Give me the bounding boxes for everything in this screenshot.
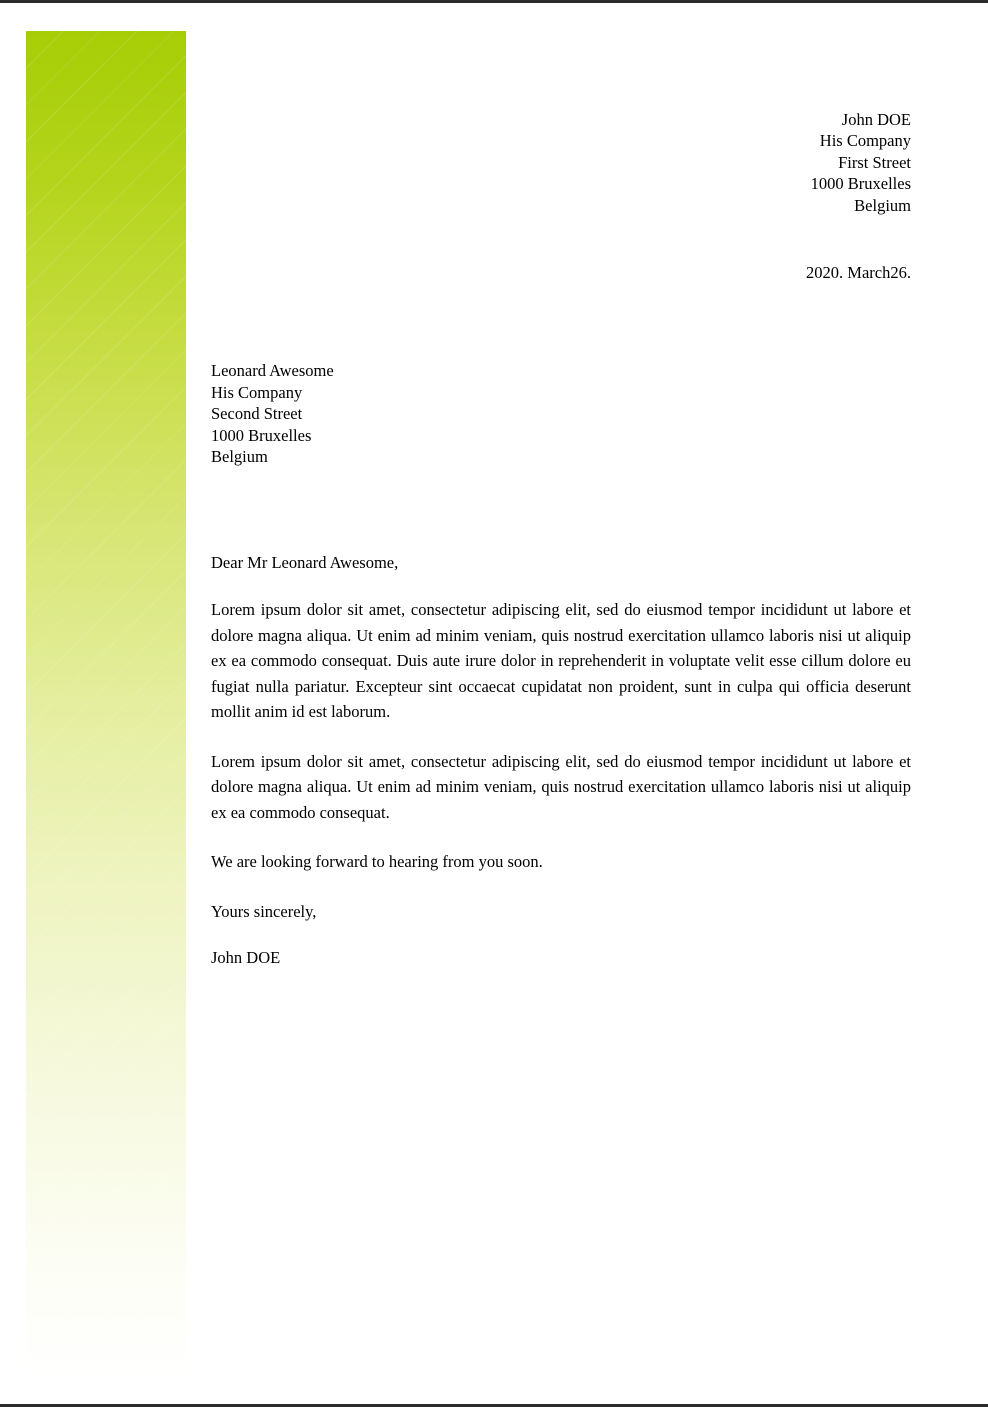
letter-sheet — [0, 3, 988, 1404]
recipient-line: His Company — [211, 382, 303, 402]
valediction: Yours sincerely, — [211, 901, 317, 921]
recipient-line: 1000 Bruxelles — [211, 425, 312, 445]
recipient-line: Leonard Awesome — [211, 361, 334, 381]
closing-line: We are looking forward to hearing from you soon. — [211, 852, 543, 872]
recipient-address-block — [211, 360, 911, 467]
letter-content — [211, 31, 911, 968]
sender-address-block — [211, 109, 911, 216]
recipient-line: Second Street — [211, 404, 303, 424]
recipient-line: Belgium — [211, 447, 268, 467]
sender-line: 1000 Bruxelles — [810, 174, 911, 194]
body-paragraph: Lorem ipsum dolor sit amet, consectetur adipiscing elit, sed do eiusmod tempor incididunt ut labore et dolore magna aliqua. Ut enim ad minim veniam, quis nostrud exercitation ullamco laboris nisi ut aliquip ex ea commodo consequat. — [211, 751, 911, 822]
signature-name: John DOE — [211, 948, 281, 968]
sender-line: Belgium — [854, 195, 911, 215]
body-paragraph: Lorem ipsum dolor sit amet, consectetur adipiscing elit, sed do eiusmod tempor incididunt ut labore et dolore magna aliqua. Ut enim ad minim veniam, quis nostrud exercitation ullamco laboris nisi ut aliquip ex ea commodo consequat. Duis aute irure dolor in reprehenderit in voluptate velit esse cillum dolore eu fugiat nulla pariatur. Excepteur sint occaecat cupidatat non proident, sunt in culpa qui officia deserunt mollit anim id est laborum. — [211, 600, 911, 722]
salutation: Dear Mr Leonard Awesome, — [211, 553, 399, 573]
sender-line: His Company — [819, 131, 911, 151]
decorative-gradient-band — [26, 31, 186, 1376]
letter-date: 2020. March26. — [806, 263, 911, 283]
sender-line: First Street — [838, 152, 911, 172]
sender-line: John DOE — [841, 110, 911, 129]
